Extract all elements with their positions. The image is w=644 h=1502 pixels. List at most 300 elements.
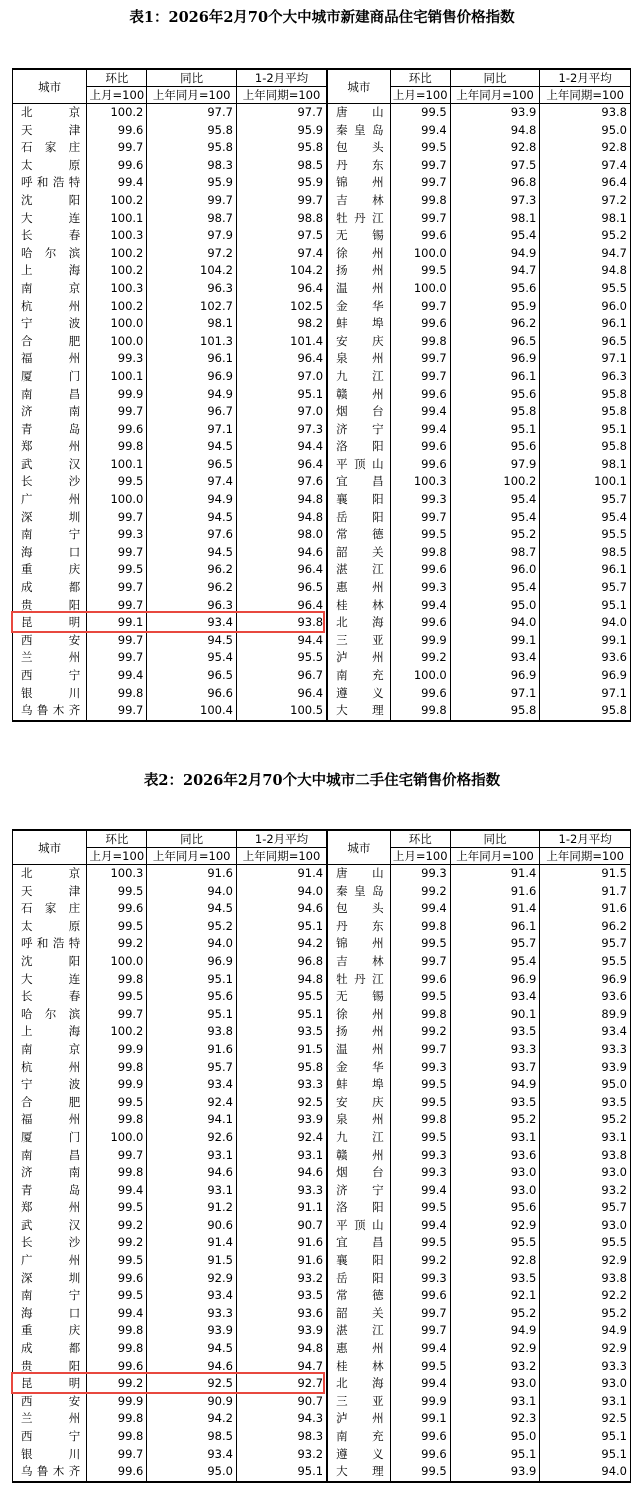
mom-value: 99.5: [390, 935, 450, 953]
yoy-value: 92.8: [450, 139, 540, 157]
table-row: [13, 1252, 631, 1270]
yoy-value: 96.5: [147, 667, 237, 685]
mom-value: 99.6: [390, 438, 450, 456]
table-row: [13, 579, 631, 597]
avg-value: 95.5: [540, 953, 631, 971]
avg-value: 99.1: [540, 632, 631, 650]
table-row: [13, 262, 631, 280]
yoy-value: 94.9: [147, 491, 237, 509]
mom-value: 99.5: [87, 1287, 147, 1305]
mom-value: 99.4: [87, 174, 147, 192]
avg-value: 95.8: [236, 139, 327, 157]
yoy-value: 92.5: [147, 1375, 237, 1393]
mom-value: 99.2: [87, 1375, 147, 1393]
mom-value: 99.8: [87, 685, 147, 703]
table-row: [13, 104, 631, 122]
mom-value: 99.5: [87, 473, 147, 491]
table-row: [13, 333, 631, 351]
city-name: 温州: [327, 1041, 390, 1059]
header-mom-base: 上月=100: [87, 87, 147, 104]
yoy-value: 93.1: [450, 1393, 540, 1411]
avg-value: 95.2: [540, 227, 631, 245]
table-row: [13, 918, 631, 936]
city-name: 湛江: [327, 561, 390, 579]
avg-value: 92.9: [540, 1340, 631, 1358]
city-name: 上海: [13, 1023, 87, 1041]
mom-value: 99.7: [390, 1322, 450, 1340]
yoy-value: 91.6: [147, 1041, 237, 1059]
mom-value: 99.1: [390, 1410, 450, 1428]
mom-value: 100.2: [87, 262, 147, 280]
table-row: [13, 971, 631, 989]
city-name: 南昌: [13, 1147, 87, 1165]
mom-value: 99.2: [390, 1023, 450, 1041]
table-row: [13, 298, 631, 316]
yoy-value: 94.5: [147, 900, 237, 918]
avg-value: 93.9: [236, 1322, 327, 1340]
avg-value: 97.6: [236, 473, 327, 491]
mom-value: 99.6: [390, 227, 450, 245]
yoy-value: 96.1: [450, 918, 540, 936]
table-row: [13, 192, 631, 210]
yoy-value: 95.4: [450, 953, 540, 971]
city-name: 成都: [13, 1340, 87, 1358]
city-name: 平顶山: [327, 456, 390, 474]
yoy-value: 94.0: [450, 614, 540, 632]
mom-value: 99.8: [390, 918, 450, 936]
yoy-value: 91.4: [147, 1234, 237, 1252]
city-name: 无锡: [327, 988, 390, 1006]
mom-value: 99.6: [87, 900, 147, 918]
yoy-value: 95.2: [450, 1305, 540, 1323]
avg-value: 95.7: [540, 579, 631, 597]
city-name: 大连: [13, 210, 87, 228]
mom-value: 99.7: [87, 403, 147, 421]
avg-value: 91.4: [236, 865, 327, 883]
mom-value: 99.2: [390, 1252, 450, 1270]
yoy-value: 92.8: [450, 1252, 540, 1270]
avg-value: 93.0: [540, 1375, 631, 1393]
avg-value: 93.1: [540, 1129, 631, 1147]
mom-value: 99.9: [87, 1041, 147, 1059]
mom-value: 99.3: [87, 350, 147, 368]
avg-value: 95.8: [236, 1059, 327, 1077]
header-yoy: 同比: [450, 69, 540, 87]
table-row: [13, 315, 631, 333]
city-name: 吉林: [327, 192, 390, 210]
yoy-value: 96.1: [147, 350, 237, 368]
table-row: [13, 1322, 631, 1340]
header-avg: 1-2月平均: [540, 830, 631, 848]
city-name: 徐州: [327, 1006, 390, 1024]
avg-value: 93.3: [236, 1076, 327, 1094]
city-name: 宜昌: [327, 473, 390, 491]
city-name: 包头: [327, 139, 390, 157]
yoy-value: 93.0: [450, 1182, 540, 1200]
table-row: [13, 632, 631, 650]
city-name: 广州: [13, 491, 87, 509]
mom-value: 100.3: [87, 280, 147, 298]
table-row: [13, 1059, 631, 1077]
mom-value: 99.6: [390, 685, 450, 703]
city-name: 唐山: [327, 104, 390, 122]
avg-value: 94.8: [236, 1340, 327, 1358]
yoy-value: 95.9: [450, 298, 540, 316]
mom-value: 99.7: [87, 632, 147, 650]
city-name: 贵阳: [13, 1358, 87, 1376]
avg-value: 98.3: [236, 1428, 327, 1446]
mom-value: 100.3: [87, 865, 147, 883]
avg-value: 98.1: [540, 456, 631, 474]
yoy-value: 96.2: [450, 315, 540, 333]
yoy-value: 90.1: [450, 1006, 540, 1024]
mom-value: 99.2: [87, 935, 147, 953]
table-row: [13, 614, 631, 632]
avg-value: 97.3: [236, 421, 327, 439]
city-name: 牡丹江: [327, 971, 390, 989]
yoy-value: 95.8: [147, 122, 237, 140]
mom-value: 100.1: [87, 368, 147, 386]
header-avg: 1-2月平均: [540, 69, 631, 87]
avg-value: 93.6: [236, 1305, 327, 1323]
table-row: [13, 597, 631, 615]
city-name: 石家庄: [13, 139, 87, 157]
mom-value: 100.0: [87, 333, 147, 351]
avg-value: 95.1: [540, 421, 631, 439]
avg-value: 92.8: [540, 139, 631, 157]
avg-value: 93.3: [236, 1182, 327, 1200]
mom-value: 99.5: [87, 1199, 147, 1217]
avg-value: 94.9: [540, 1322, 631, 1340]
city-name: 太原: [13, 918, 87, 936]
mom-value: 100.1: [87, 210, 147, 228]
avg-value: 94.4: [236, 438, 327, 456]
mom-value: 99.8: [390, 192, 450, 210]
mom-value: 99.5: [87, 918, 147, 936]
yoy-value: 100.4: [147, 702, 237, 721]
mom-value: 99.4: [390, 597, 450, 615]
yoy-value: 96.8: [450, 174, 540, 192]
city-name: 安庆: [327, 333, 390, 351]
avg-value: 94.3: [236, 1410, 327, 1428]
mom-value: 100.3: [390, 473, 450, 491]
mom-value: 99.2: [87, 1234, 147, 1252]
city-name: 成都: [13, 579, 87, 597]
avg-value: 93.9: [540, 1059, 631, 1077]
mom-value: 99.9: [390, 1393, 450, 1411]
header-mom: 环比: [390, 69, 450, 87]
avg-value: 96.4: [236, 350, 327, 368]
avg-value: 91.6: [236, 1234, 327, 1252]
header-yoy-base: 上年同月=100: [450, 848, 540, 865]
city-name: 南京: [13, 280, 87, 298]
yoy-value: 95.7: [147, 1059, 237, 1077]
avg-value: 98.5: [540, 544, 631, 562]
city-name: 秦皇岛: [327, 122, 390, 140]
yoy-value: 101.3: [147, 333, 237, 351]
table-row: [13, 1147, 631, 1165]
city-name: 天津: [13, 883, 87, 901]
avg-value: 92.5: [236, 1094, 327, 1112]
yoy-value: 95.6: [450, 438, 540, 456]
avg-value: 96.1: [540, 315, 631, 333]
table-row: [13, 988, 631, 1006]
avg-value: 96.4: [236, 597, 327, 615]
avg-value: 95.8: [540, 702, 631, 721]
mom-value: 99.2: [390, 649, 450, 667]
avg-value: 93.5: [540, 1094, 631, 1112]
yoy-value: 93.1: [450, 1129, 540, 1147]
table-row: [13, 1111, 631, 1129]
avg-value: 93.5: [236, 1287, 327, 1305]
table-row: [13, 491, 631, 509]
city-name: 平顶山: [327, 1217, 390, 1235]
table-row: [13, 122, 631, 140]
avg-value: 95.1: [236, 918, 327, 936]
table-row: [13, 1393, 631, 1411]
city-name: 郑州: [13, 438, 87, 456]
mom-value: 99.4: [390, 1340, 450, 1358]
table-row: [13, 421, 631, 439]
avg-value: 98.0: [236, 526, 327, 544]
yoy-value: 93.6: [450, 1147, 540, 1165]
yoy-value: 95.1: [450, 1446, 540, 1464]
avg-value: 94.0: [540, 614, 631, 632]
table-row: [13, 210, 631, 228]
yoy-value: 94.5: [147, 1340, 237, 1358]
city-name: 丹东: [327, 157, 390, 175]
mom-value: 99.1: [87, 614, 147, 632]
avg-value: 93.1: [236, 1147, 327, 1165]
header-avg: 1-2月平均: [236, 69, 327, 87]
table-row: [13, 865, 631, 883]
yoy-value: 94.8: [450, 122, 540, 140]
yoy-value: 92.4: [147, 1094, 237, 1112]
mom-value: 99.4: [390, 1217, 450, 1235]
mom-value: 100.0: [87, 491, 147, 509]
city-name: 大连: [13, 971, 87, 989]
table-row: [13, 1375, 631, 1393]
avg-value: 94.4: [236, 632, 327, 650]
mom-value: 99.8: [87, 1059, 147, 1077]
avg-value: 96.5: [236, 579, 327, 597]
city-name: 南宁: [13, 526, 87, 544]
city-name: 丹东: [327, 918, 390, 936]
mom-value: 99.2: [87, 1217, 147, 1235]
avg-value: 94.8: [236, 509, 327, 527]
yoy-value: 96.0: [450, 561, 540, 579]
city-name: 扬州: [327, 262, 390, 280]
avg-value: 93.5: [236, 1023, 327, 1041]
city-name: 沈阳: [13, 192, 87, 210]
mom-value: 99.3: [390, 1270, 450, 1288]
mom-value: 99.6: [390, 456, 450, 474]
avg-value: 93.2: [236, 1270, 327, 1288]
city-name: 银川: [13, 685, 87, 703]
mom-value: 99.9: [87, 1076, 147, 1094]
mom-value: 99.3: [390, 1164, 450, 1182]
city-name: 桂林: [327, 597, 390, 615]
avg-value: 93.8: [236, 614, 327, 632]
yoy-value: 91.4: [450, 900, 540, 918]
yoy-value: 97.6: [147, 526, 237, 544]
avg-value: 94.7: [540, 245, 631, 263]
yoy-value: 97.3: [450, 192, 540, 210]
avg-value: 104.2: [236, 262, 327, 280]
header-city: 城市: [13, 69, 87, 104]
avg-value: 96.2: [540, 918, 631, 936]
avg-value: 94.2: [236, 935, 327, 953]
header-avg-base: 上年同期=100: [540, 87, 631, 104]
city-name: 襄阳: [327, 1252, 390, 1270]
avg-value: 98.1: [540, 210, 631, 228]
yoy-value: 95.5: [450, 1234, 540, 1252]
yoy-value: 93.2: [450, 1358, 540, 1376]
avg-value: 95.4: [540, 509, 631, 527]
mom-value: 99.7: [87, 1446, 147, 1464]
table-row: [13, 227, 631, 245]
avg-value: 98.2: [236, 315, 327, 333]
city-name: 福州: [13, 1111, 87, 1129]
table-row: [13, 1428, 631, 1446]
city-name: 唐山: [327, 865, 390, 883]
avg-value: 92.9: [540, 1252, 631, 1270]
mom-value: 99.6: [390, 315, 450, 333]
avg-value: 92.5: [540, 1410, 631, 1428]
yoy-value: 95.4: [147, 649, 237, 667]
avg-value: 95.9: [236, 174, 327, 192]
table-row: [13, 544, 631, 562]
avg-value: 93.3: [540, 1358, 631, 1376]
mom-value: 99.5: [390, 1234, 450, 1252]
city-name: 三亚: [327, 1393, 390, 1411]
avg-value: 95.5: [540, 1234, 631, 1252]
yoy-value: 92.3: [450, 1410, 540, 1428]
city-name: 宜昌: [327, 1234, 390, 1252]
city-name: 长春: [13, 988, 87, 1006]
mom-value: 99.5: [390, 1076, 450, 1094]
yoy-value: 95.9: [147, 174, 237, 192]
yoy-value: 95.4: [450, 491, 540, 509]
city-name: 长沙: [13, 1234, 87, 1252]
city-name: 青岛: [13, 421, 87, 439]
table-row: [13, 509, 631, 527]
mom-value: 99.7: [87, 597, 147, 615]
city-name: 济南: [13, 1164, 87, 1182]
avg-value: 95.1: [540, 597, 631, 615]
city-name: 包头: [327, 900, 390, 918]
yoy-value: 94.5: [147, 509, 237, 527]
mom-value: 99.8: [87, 971, 147, 989]
mom-value: 99.5: [87, 1252, 147, 1270]
city-name: 重庆: [13, 1322, 87, 1340]
header-city: 城市: [327, 830, 390, 865]
avg-value: 90.7: [236, 1393, 327, 1411]
table-row: [13, 1006, 631, 1024]
yoy-value: 97.5: [450, 157, 540, 175]
yoy-value: 95.4: [450, 227, 540, 245]
yoy-value: 93.9: [147, 1322, 237, 1340]
avg-value: 93.9: [236, 1111, 327, 1129]
yoy-value: 95.1: [147, 971, 237, 989]
mom-value: 99.8: [87, 1111, 147, 1129]
mom-value: 99.7: [87, 509, 147, 527]
yoy-value: 93.4: [147, 1287, 237, 1305]
avg-value: 96.0: [540, 298, 631, 316]
yoy-value: 97.1: [450, 685, 540, 703]
city-name: 贵阳: [13, 597, 87, 615]
city-name: 南充: [327, 1428, 390, 1446]
header-yoy: 同比: [147, 830, 237, 848]
avg-value: 97.0: [236, 368, 327, 386]
table-row: [13, 883, 631, 901]
avg-value: 94.6: [236, 544, 327, 562]
city-name: 南昌: [13, 386, 87, 404]
avg-value: 95.7: [540, 935, 631, 953]
mom-value: 99.8: [390, 1006, 450, 1024]
yoy-value: 95.4: [450, 509, 540, 527]
mom-value: 99.6: [390, 1287, 450, 1305]
yoy-value: 95.8: [450, 403, 540, 421]
mom-value: 100.0: [390, 667, 450, 685]
city-name: 韶关: [327, 1305, 390, 1323]
yoy-value: 90.6: [147, 1217, 237, 1235]
avg-value: 95.8: [540, 386, 631, 404]
avg-value: 98.8: [236, 210, 327, 228]
city-name: 北海: [327, 1375, 390, 1393]
avg-value: 94.0: [540, 1463, 631, 1482]
city-name: 深圳: [13, 509, 87, 527]
city-name: 遵义: [327, 685, 390, 703]
yoy-value: 95.0: [450, 597, 540, 615]
mom-value: 99.6: [87, 122, 147, 140]
table1: [12, 68, 631, 722]
mom-value: 100.0: [87, 315, 147, 333]
city-name: 厦门: [13, 1129, 87, 1147]
city-name: 哈尔滨: [13, 245, 87, 263]
mom-value: 99.5: [390, 1094, 450, 1112]
city-name: 九江: [327, 1129, 390, 1147]
yoy-value: 91.6: [450, 883, 540, 901]
mom-value: 99.8: [87, 1410, 147, 1428]
avg-value: 92.4: [236, 1129, 327, 1147]
avg-value: 91.1: [236, 1199, 327, 1217]
avg-value: 95.1: [540, 1428, 631, 1446]
mom-value: 99.4: [390, 421, 450, 439]
avg-value: 90.7: [236, 1217, 327, 1235]
mom-value: 99.7: [87, 544, 147, 562]
yoy-value: 91.4: [450, 865, 540, 883]
city-name: 杭州: [13, 1059, 87, 1077]
city-name: 大理: [327, 702, 390, 721]
city-name: 锦州: [327, 174, 390, 192]
mom-value: 99.5: [390, 104, 450, 122]
yoy-value: 91.2: [147, 1199, 237, 1217]
city-name: 西宁: [13, 667, 87, 685]
avg-value: 95.1: [236, 1006, 327, 1024]
avg-value: 93.2: [540, 1182, 631, 1200]
mom-value: 99.8: [390, 544, 450, 562]
city-name: 韶关: [327, 544, 390, 562]
table-row: [13, 174, 631, 192]
yoy-value: 99.1: [450, 632, 540, 650]
yoy-value: 94.5: [147, 544, 237, 562]
avg-value: 97.4: [540, 157, 631, 175]
table-row: [13, 350, 631, 368]
city-name: 安庆: [327, 1094, 390, 1112]
avg-value: 93.3: [540, 1041, 631, 1059]
mom-value: 99.3: [390, 865, 450, 883]
